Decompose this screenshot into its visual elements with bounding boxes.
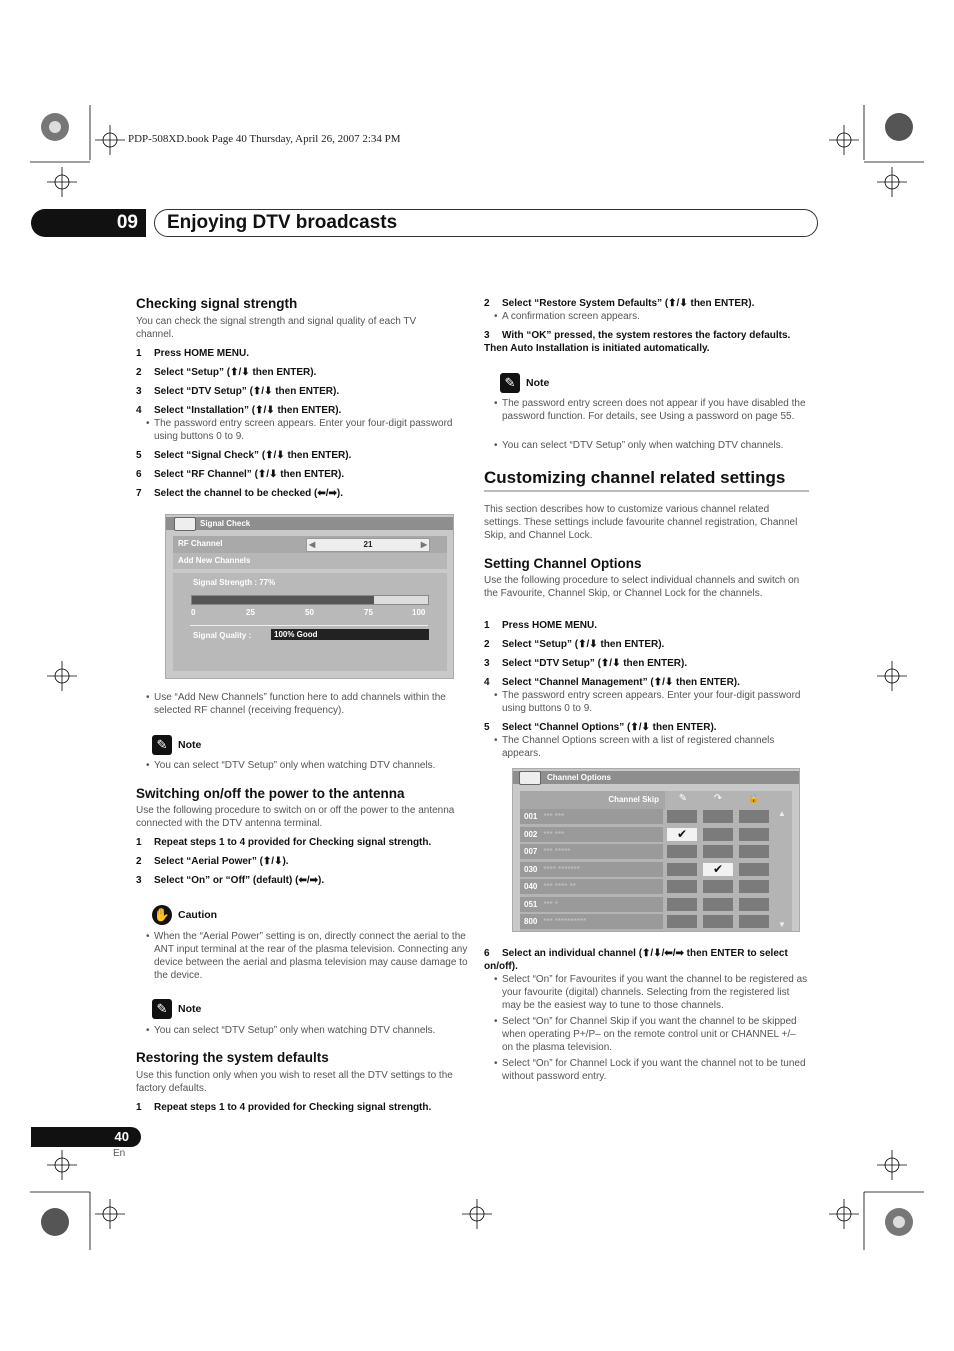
- lock-toggle[interactable]: [739, 810, 769, 823]
- channel-name: *** ***: [543, 812, 565, 821]
- step: 3 Select “On” or “Off” (default) (⬅/➡).: [136, 875, 325, 886]
- lock-icon: 🔒: [748, 793, 760, 803]
- step: 4 Select “Installation” (⬆/⬇ then ENTER).: [136, 405, 342, 416]
- skip-toggle[interactable]: [703, 898, 733, 911]
- caution-header: [152, 905, 217, 925]
- strength-bar-fill: [192, 596, 374, 604]
- signal-panel: [173, 573, 447, 671]
- step: 1 Press HOME MENU.: [136, 348, 250, 359]
- step: 2 Select “Setup” (⬆/⬇ then ENTER).: [136, 367, 317, 378]
- lock-toggle[interactable]: [739, 915, 769, 928]
- scrollbar[interactable]: [775, 809, 789, 929]
- column-label: Channel Skip: [520, 791, 665, 809]
- channel-number: 051: [524, 899, 538, 909]
- bullet: • Select “On” for Channel Skip if you want the channel to be skipped when operating P+/P– on the remote control unit or CHANNEL +/– on the plasma television.: [484, 1015, 809, 1054]
- note-label: Note: [526, 377, 550, 389]
- bullet: • A confirmation screen appears.: [484, 310, 827, 323]
- tick-label: 75: [364, 608, 373, 617]
- step: 7 Select the channel to be checked (⬅/➡).: [136, 488, 344, 499]
- bullet: • The Channel Options screen with a list of registered channels appears.: [484, 734, 809, 760]
- step: 6 Select an individual channel (⬆/⬇/⬅/➡ then ENTER to select on/off).: [484, 948, 788, 972]
- lock-toggle[interactable]: [739, 863, 769, 876]
- skip-toggle[interactable]: [703, 880, 733, 893]
- channel-row[interactable]: [520, 897, 663, 912]
- note-text: • You can select “DTV Setup” only when watching DTV channels.: [136, 759, 484, 772]
- step: 2 Select “Aerial Power” (⬆/⬇).: [136, 856, 289, 867]
- add-channels-row[interactable]: Add New Channels: [173, 553, 447, 569]
- skip-toggle[interactable]: [703, 810, 733, 823]
- section-title-options: Setting Channel Options: [484, 556, 642, 571]
- channel-name: *** ***: [543, 829, 565, 839]
- left-arrow-icon: ◀: [309, 540, 316, 549]
- strength-bar: [191, 595, 429, 605]
- chapter-title: Enjoying DTV broadcasts: [154, 209, 818, 237]
- section-title-signal: Checking signal strength: [136, 296, 298, 311]
- note-header: [152, 999, 201, 1019]
- lock-toggle[interactable]: [739, 828, 769, 841]
- step: 1 Repeat steps 1 to 4 provided for Checking signal strength.: [136, 837, 432, 848]
- note-text: • You can select “DTV Setup” only when watching DTV channels.: [484, 439, 832, 452]
- step: 1 Repeat steps 1 to 4 provided for Checking signal strength.: [136, 1102, 432, 1113]
- right-arrow-icon: ▶: [420, 540, 427, 549]
- step: 5 Select “Channel Options” (⬆/⬇ then ENTER).: [484, 722, 717, 733]
- signal-strength-label: Signal Strength : 77%: [193, 578, 276, 587]
- note-text: • You can select “DTV Setup” only when watching DTV channels.: [136, 1024, 484, 1037]
- lock-toggle[interactable]: [739, 880, 769, 893]
- note-pencil-icon: ✎: [500, 373, 520, 393]
- tick-label: 100: [412, 608, 426, 617]
- fav-toggle[interactable]: [667, 915, 697, 928]
- channel-row[interactable]: [520, 862, 663, 877]
- step: 3 Select “DTV Setup” (⬆/⬇ then ENTER).: [136, 386, 340, 397]
- channel-name: *** **********: [543, 917, 587, 926]
- channel-row[interactable]: [520, 827, 663, 842]
- note-text: • The password entry screen does not appear if you have disabled the password function. For details, see Using a password on page 55.: [484, 397, 827, 423]
- bullet: • The password entry screen appears. Enter your four-digit password using buttons 0 to 9.: [136, 417, 461, 443]
- channel-row[interactable]: [520, 844, 663, 859]
- heading-rule: [484, 490, 809, 492]
- note-label: Note: [178, 1003, 202, 1015]
- section-intro: Use this function only when you wish to reset all the DTV settings to the factory defaults.: [136, 1070, 453, 1094]
- fav-toggle[interactable]: [667, 880, 697, 893]
- fav-toggle[interactable]: ✔: [667, 828, 697, 841]
- bullet: • Select “On” for Channel Lock if you want the channel not to be tuned without password entry.: [484, 1057, 809, 1083]
- channel-number: 002: [524, 829, 538, 839]
- rf-channel-value[interactable]: ◀ 21 ▶: [306, 538, 430, 552]
- channel-number: 040: [524, 882, 538, 891]
- section-intro: You can check the signal strength and signal quality of each TV channel.: [136, 316, 417, 340]
- section-intro: Use the following procedure to select individual channels and switch on the Favourite, Channel Skip, or Channel Lock for the channels.: [484, 575, 800, 599]
- section-title-defaults: Restoring the system defaults: [136, 1050, 329, 1065]
- steps-antenna: [136, 836, 461, 887]
- strength-ticks: [191, 608, 429, 618]
- fav-toggle[interactable]: [667, 845, 697, 858]
- channel-name: *** *: [543, 899, 559, 909]
- lock-toggle[interactable]: [739, 845, 769, 858]
- caution-hand-icon: ✋: [152, 905, 172, 925]
- note-pencil-icon: ✎: [152, 999, 172, 1019]
- screen-logo-icon: [174, 517, 196, 531]
- channel-row[interactable]: [520, 879, 663, 894]
- skip-toggle[interactable]: [703, 915, 733, 928]
- step: 3 With “OK” pressed, the system restores the factory defaults. Then Auto Installation is initiated automatically.: [484, 330, 791, 354]
- step: 2 Select “Setup” (⬆/⬇ then ENTER).: [484, 639, 665, 650]
- step: 2 Select “Restore System Defaults” (⬆/⬇ then ENTER).: [484, 298, 755, 309]
- scroll-up-icon[interactable]: ▲: [778, 809, 786, 818]
- step: 4 Select “Channel Management” (⬆/⬇ then ENTER).: [484, 677, 740, 688]
- section-heading-channel: Customizing channel related settings: [484, 468, 786, 487]
- fav-toggle[interactable]: [667, 898, 697, 911]
- step6-bullets: [484, 973, 809, 1083]
- tick-label: 25: [246, 608, 255, 617]
- note-pencil-icon: ✎: [152, 735, 172, 755]
- bullet: • Select “On” for Favourites if you want the channel to be registered as your favourite (digital) channels. Selecting from the registered list may be the easiest way to tune to those channels.: [484, 973, 809, 1012]
- channel-number: 800: [524, 917, 538, 926]
- step: 5 Select “Signal Check” (⬆/⬇ then ENTER).: [136, 450, 352, 461]
- note-header: [500, 373, 549, 393]
- page-number: 40: [31, 1127, 141, 1147]
- chapter-number: 09: [31, 209, 146, 237]
- bullet: • Use “Add New Channels” function here to add channels within the selected RF channel (receiving frequency).: [136, 691, 479, 717]
- skip-toggle[interactable]: ✔: [703, 863, 733, 876]
- channel-row[interactable]: [520, 914, 663, 929]
- skip-icon: ↷: [713, 793, 723, 804]
- note-header: [152, 735, 201, 755]
- rf-channel-row[interactable]: RF Channel: [173, 536, 447, 553]
- steps-options: [484, 619, 809, 760]
- channel-name: *** **** **: [543, 882, 576, 891]
- channel-number: 007: [524, 847, 538, 856]
- screen-title: Channel Options: [513, 771, 799, 784]
- signal-check-screen: [165, 514, 454, 679]
- section-intro: Use the following procedure to switch on or off the power to the antenna connected with the DTV antenna terminal.: [136, 805, 455, 829]
- divider: [190, 625, 428, 626]
- section-title-antenna: Switching on/off the power to the antenna: [136, 786, 405, 801]
- step: 1 Press HOME MENU.: [484, 620, 598, 631]
- channel-number: 030: [524, 864, 538, 874]
- language-label: En: [113, 1148, 126, 1159]
- channel-name: **** *******: [543, 864, 580, 874]
- step: 3 Select “DTV Setup” (⬆/⬇ then ENTER).: [484, 658, 688, 669]
- tick-label: 50: [305, 608, 314, 617]
- section-intro: This section describes how to customize various channel related settings. These settings include favourite channel registration, Channel Skip, and Channel Lock.: [484, 504, 798, 541]
- screen-logo-icon: [519, 771, 541, 785]
- bullet: • The password entry screen appears. Enter your four-digit password using buttons 0 to 9.: [484, 689, 809, 715]
- caution-label: Caution: [178, 909, 218, 921]
- favourite-icon: ✎: [678, 793, 688, 804]
- fav-toggle[interactable]: [667, 863, 697, 876]
- lock-toggle[interactable]: [739, 898, 769, 911]
- tick-label: 0: [191, 608, 196, 617]
- channel-row[interactable]: [520, 809, 663, 824]
- signal-quality-label: Signal Quality :: [193, 631, 252, 640]
- scroll-down-icon[interactable]: ▼: [778, 920, 786, 929]
- caution-text: • When the “Aerial Power” setting is on, directly connect the aerial to the ANT input terminal at the rear of the plasma television. Connecting any device between the aerial and plasma television may cause damage to the device.: [136, 930, 474, 982]
- skip-toggle[interactable]: [703, 828, 733, 841]
- fav-toggle[interactable]: [667, 810, 697, 823]
- skip-toggle[interactable]: [703, 845, 733, 858]
- channel-number: 001: [524, 812, 538, 821]
- note-label: Note: [178, 739, 202, 751]
- screen-title: Signal Check: [166, 517, 453, 530]
- step: 6 Select “RF Channel” (⬆/⬇ then ENTER).: [136, 469, 345, 480]
- steps-signal: [136, 347, 461, 500]
- signal-quality-value: 100% Good: [271, 629, 429, 640]
- file-header: PDP-508XD.book Page 40 Thursday, April 26, 2007 2:34 PM: [128, 133, 401, 145]
- channel-name: *** *****: [543, 847, 571, 856]
